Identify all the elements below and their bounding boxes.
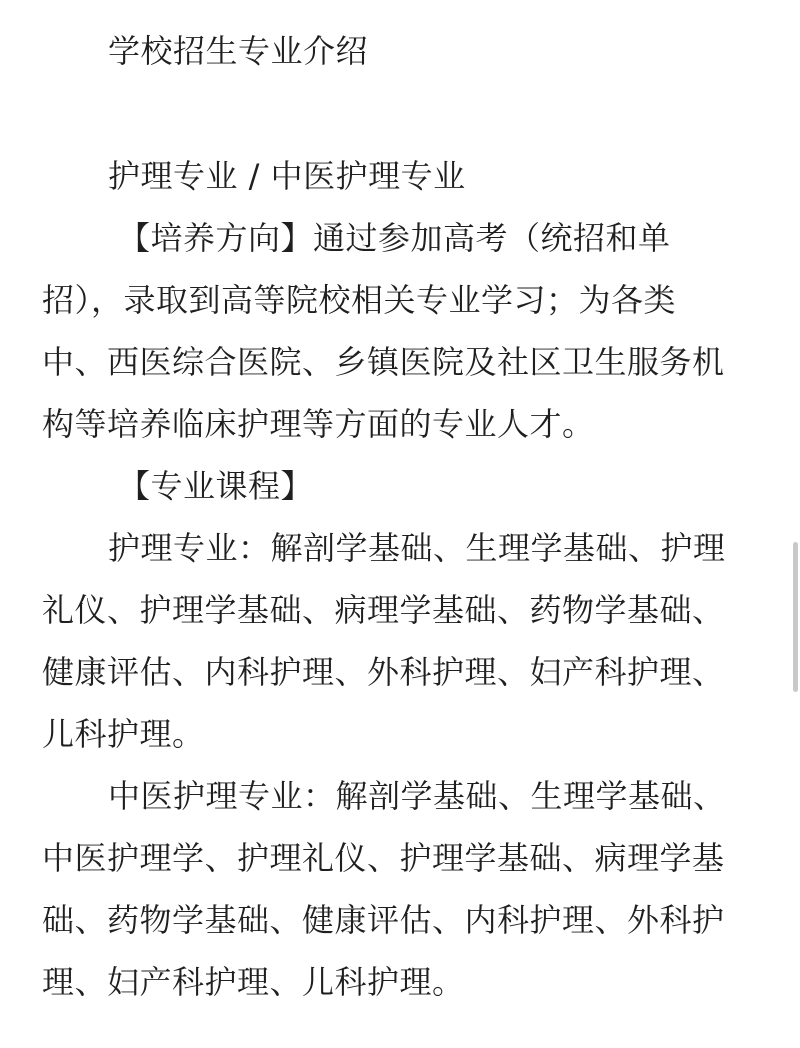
tcm-nursing-courses-line: 中医护理学、护理礼仪、护理学基础、病理学基: [42, 839, 725, 877]
nursing-courses-line: 儿科护理。: [42, 715, 205, 753]
tcm-nursing-courses-line: 础、药物学基础、健康评估、内科护理、外科护: [42, 901, 725, 939]
major-heading: 护理专业 / 中医护理专业: [108, 157, 466, 195]
courses-heading: 【专业课程】: [118, 467, 314, 505]
nursing-courses-line: 健康评估、内科护理、外科护理、妇产科护理、: [42, 653, 725, 691]
training-direction-line: 中、西医综合医院、乡镇医院及社区卫生服务机: [42, 343, 725, 381]
vertical-scrollbar[interactable]: [793, 542, 798, 692]
training-direction-line: 【培养方向】通过参加高考（统招和单: [118, 219, 671, 257]
training-direction-line: 构等培养临床护理等方面的专业人才。: [42, 405, 595, 443]
article-title: 学校招生专业介绍: [108, 32, 369, 70]
nursing-courses-line: 礼仪、护理学基础、病理学基础、药物学基础、: [42, 591, 725, 629]
nursing-courses-line: 护理专业：解剖学基础、生理学基础、护理: [108, 529, 726, 567]
training-direction-line: 招），录取到高等院校相关专业学习；为各类: [42, 281, 677, 319]
tcm-nursing-courses-line: 理、妇产科护理、儿科护理。: [42, 963, 465, 1001]
tcm-nursing-courses-line: 中医护理专业：解剖学基础、生理学基础、: [108, 777, 726, 815]
